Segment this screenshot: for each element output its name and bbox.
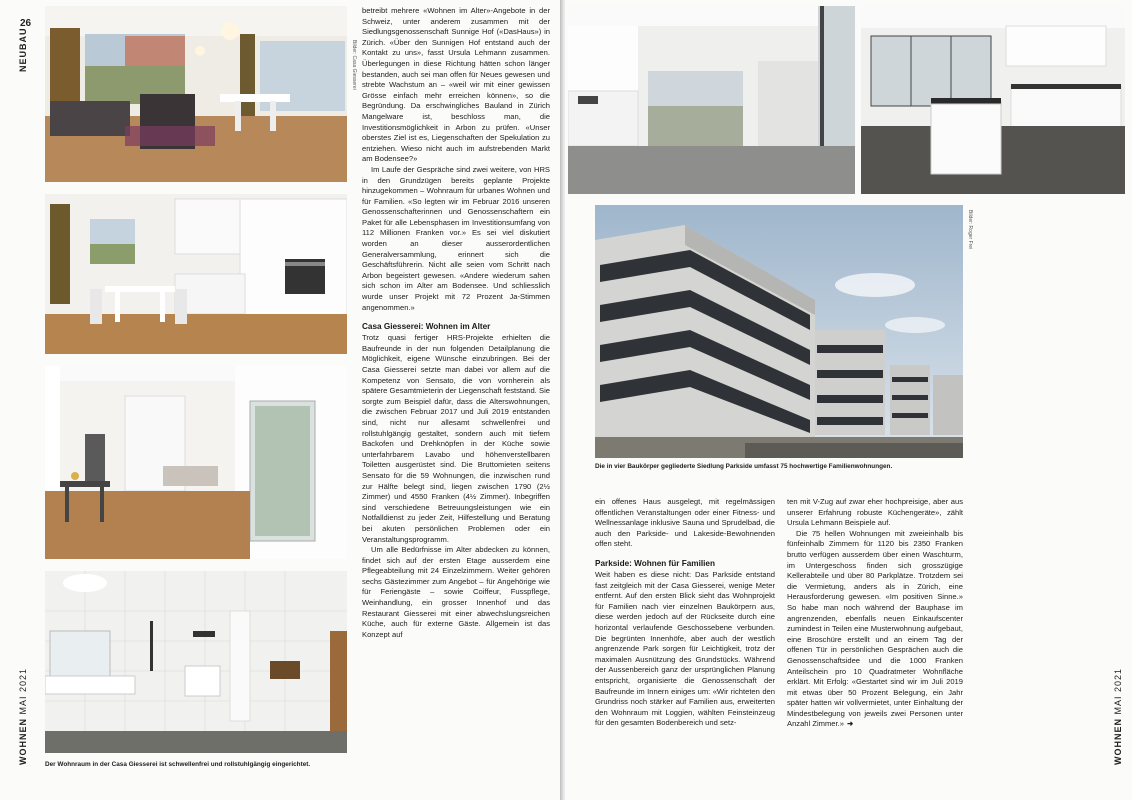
paragraph: Trotz quasi fertiger HRS-Projekte erhielten die Baufreunde in der nun folgenden Detailplanung die Möglichkeit, eigene Wünsche einzubringen. Bei der Casa Giesserei setzte man dabei vor allem auf die Kompetenz von Sensato, die von vornherein als spätere Gesamtmieterin der Liegenschaft feststand. Sie sorgte zum Beispiel dafür, dass die Alterswohnungen, die zwischen Februar 2017 und Juli 2019 entstanden sind, nicht nur allesamt schwellenfrei und rollstuhlgängig gestaltet, sondern auch mit tiefem Backofen und Drehknöpfen in der Küche sowie unterfahrbarem Lavabo und höhenverstellbaren Toiletten ausgerüstet sind. Die Bruttomieten seitens Sensato für die 59 Wohnungen, die inzwischen rund zur Hälfte belegt sind, liegen zwischen 1790 (2½ Zimmer) und 4550 Franken (4½ Zimmer). Inbegriffen sind verschiedene Betreuungsleistungen wie ein Notfalldienst zu jeder Zeit, Hilfestellung und Beratung bei akuten persönlichen Problemen oder ein Veranstaltungsprogramm.	[362, 333, 550, 544]
section-label: NEUBAU	[18, 27, 28, 72]
text-column-left	[362, 6, 550, 640]
caption-left: Der Wohnraum in der Casa Giesserei ist schwellenfrei und rollstuhlgängig eingerichtet.	[45, 761, 311, 768]
paragraph: Um alle Bedürfnisse im Alter abdecken zu können, findet sich auf der ersten Etage ausserdem eine Pflegeabteilung mit 24 Einzelzimmern. Weiter gehören sechs Gästezimmer zum Angebot – für Angehörige wie für Feriengäste – sowie Coiffeur, Fusspflege, Weinhandlung, ein grosser Innenhof und das Restaurant Giesserei mit einer abwechslungsreichen Küche, auch für externe Gäste. Allgemein ist das Konzept auf	[362, 545, 550, 639]
paragraph: Weit haben es diese nicht: Das Parkside entstand fast zeitgleich mit der Casa Giesserei, wenige Meter entfernt. Auf den ersten Blick sieht das Wohnprojekt für Familien nach vier einzelnen Baukörpern aus, diese werden jedoch auf der Rückseite durch eine horizontal verlaufende Geschossebene verbunden. Die begrünten Innenhöfe, aber auch der westlich angrenzende Park sorgen für Leichtigkeit, trotz der maximalen Ausnützung des Grundstücks. Während der Aussenbereich ganz der ursprünglichen Planung entspricht, organisierte die Genossenschaft der Baufreunde im Innern einiges um: «Wir richteten den Grundriss noch stärker auf Familien aus, erweiterten den Wohnraum mit Loggien, wählten Feinsteinzeug für den gesamten Bodenbereich und setz-	[595, 569, 775, 728]
text-column-right-2	[787, 497, 963, 730]
text-column-right-1	[595, 497, 775, 729]
parkside-building-photo	[595, 205, 963, 458]
paragraph: Im Laufe der Gespräche sind zwei weitere, von HRS in den Grundzügen bereits geplante Projekte hinzugekommen – Wohnraum für urbanes Wohnen und für Familien. «So legten wir im Februar 2016 unseren Genossenschafterinnen und Genossenschaftern ein Paket für alle Lebensphasen im Investitionsumfang von 112 Millionen Franken vor.» Es sei viel diskutiert worden an dieser ausserordentlichen Generalversammlung, erinnert sich die Geschäftsführerin. Nicht alle seien vom Schritt nach Arbon begeistert gewesen. «Andere wiederum sahen sich schon im Alter am Bodensee. Und schliesslich wurde unser Projekt mit 72 Prozent Ja-Stimmen angenommen.»	[362, 164, 550, 312]
right-page	[565, 0, 1132, 800]
paragraph: ten mit V-Zug auf zwar eher hochpreisige, aber aus unserer Erfahrung robuste Küchengeräte», zählt Ursula Lehmann Beispiele auf.	[787, 497, 963, 528]
footer-label-right: WOHNEN MAI 2021	[1113, 667, 1123, 765]
continue-arrow-icon: ➜	[846, 719, 854, 729]
photo-credit-right: Bilder: Roger Frei	[967, 210, 973, 250]
kitchen-island-photo	[861, 6, 1125, 194]
heading-parkside: Parkside: Wohnen für Familien	[595, 558, 715, 568]
kitchen-photo	[45, 194, 347, 354]
left-page	[0, 0, 562, 800]
living-room-photo	[45, 6, 347, 182]
photo-credit-left: Bilder: Casa Giesserei	[351, 40, 357, 90]
footer-label: WOHNEN MAI 2021	[18, 667, 28, 765]
paragraph: betreibt mehrere «Wohnen im Alter»-Angebote in der Schweiz, unter anderem zusammen mit der Siedlungsgenossenschaft Sunnige Hof («DasHaus») in Zürich. «Über den Sunnigen Hof entstand auch der Kontakt zu uns», fasst Ursula Lehmann zusammen. Überlegungen in diese Richtung hätten schon länger bestanden, auch sei man offen für Neues gewesen und strebte Wachstum an – «weil wir mit einer gewissen Grösse einfach mehr erreichen können», so die Begründung. Da erschwingliches Bauland in Zürich Mangelware ist, beschloss man, die Investitionsmöglichkeit in Arbon zu prüfen. «Unser oberstes Ziel ist es, Liegenschaften der Spekulation zu entziehen. Wieso nicht auch im aufstrebenden Markt am Bodensee?»	[362, 6, 550, 164]
accessible-bathroom-photo	[45, 571, 347, 753]
caption-right: Die in vier Baukörper gegliederte Siedlung Parkside umfasst 75 hochwertige Familienwohnungen.	[595, 463, 893, 470]
care-room-photo	[45, 366, 347, 559]
paragraph: ein offenes Haus ausgelegt, mit regelmässigen öffentlichen Veranstaltungen oder einer Fitness- und Wellnessanlage inklusive Sauna und Sprudelbad, die auch den Parkside- und Lakeside-Bewohnenden offen steht.	[595, 497, 775, 549]
page-number: 26	[20, 18, 32, 29]
paragraph: Die 75 hellen Wohnungen mit zweieinhalb bis fünfeinhalb Zimmern für 1120 bis 2350 Franken brutto verfügen ausserdem über einen Waschturm, im Untergeschoss finden sich grosszügige Kellerabteile und über 80 Parkplätze. Trotzdem sei die Vermietung, anders als in Zürich, eine Herausforderung gewesen. «Im positiven Sinne.» So habe man noch während der Bauphase im angrenzenden, ebenfalls neuen Einkaufscenter zumindest in Teilen eine Musterwohnung aufgebaut, eine Broschüre erstellt und an einem Tag der offenen Tür in persönlichen Gesprächen auch die Genossenschaftsidee und die 1000 Franken Anteilschein pro 10 Quadratmeter Wohnfläche erklärt. Mit Erfolg: «Gestartet sind wir im Juli 2019 mit etwas über 50 Prozent Belegung, ein Jahr später hatten wir vollvermietet, unter Einhaltung der Mindestbelegung von jeweils zwei Personen unter Anzahl Zimmer.» ➜	[787, 528, 963, 729]
apartment-interior-photo	[568, 6, 855, 194]
heading-casa-giesserei: Casa Giesserei: Wohnen im Alter	[362, 322, 491, 332]
